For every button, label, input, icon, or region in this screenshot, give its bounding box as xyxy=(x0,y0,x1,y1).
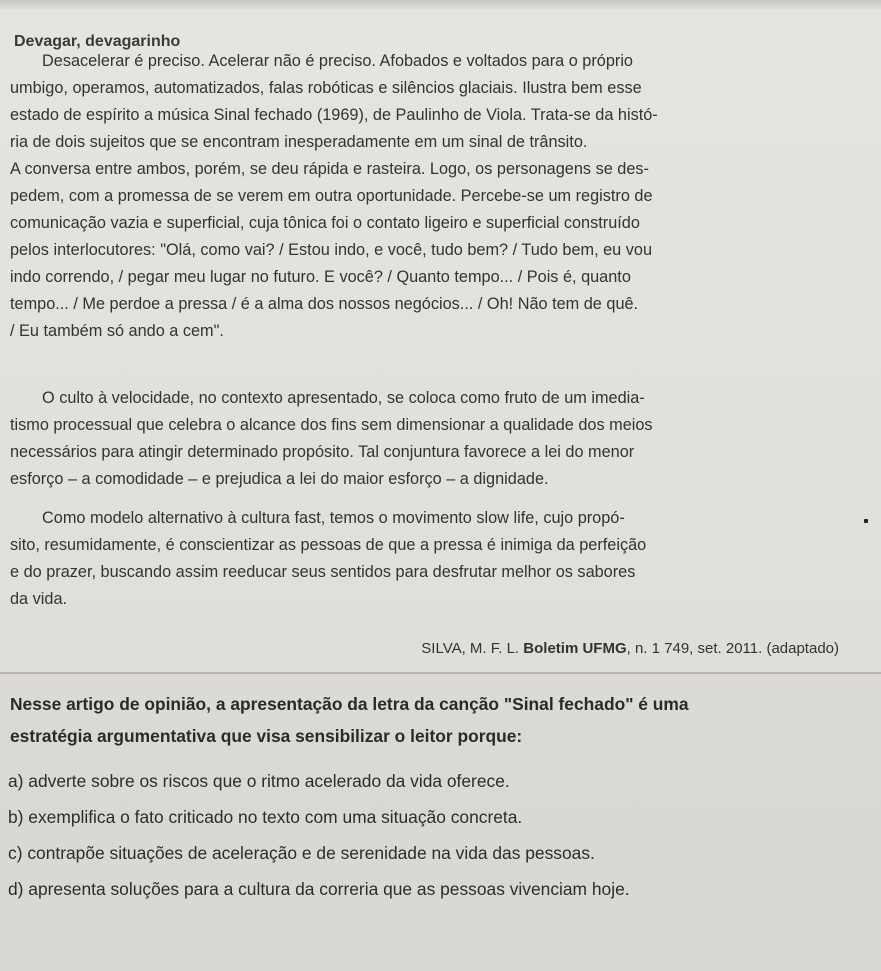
paragraph-line: e do prazer, buscando assim reeducar seus sentidos para desfrutar melhor os sabores xyxy=(10,563,636,581)
answer-options xyxy=(8,763,868,907)
paragraph-line: O culto à velocidade, no contexto apresentado, se coloca como fruto de um imedia- xyxy=(42,389,645,407)
bullet-mark xyxy=(864,519,868,523)
option-letter: c) xyxy=(8,843,23,863)
question-statement xyxy=(10,688,860,752)
question-line: Nesse artigo de opinião, a apresentação da letra da canção "Sinal fechado" é uma xyxy=(10,694,689,714)
option-text: exemplifica o fato criticado no texto com uma situação concreta. xyxy=(23,807,523,827)
option-letter: a) xyxy=(8,771,24,791)
answer-option-b[interactable] xyxy=(8,799,868,835)
paragraph-line: ria de dois sujeitos que se encontram inesperadamente em um sinal de trânsito. xyxy=(10,133,588,151)
paragraph-line: tempo... / Me perdoe a pressa / é a alma dos nossos negócios... / Oh! Não tem de quê. xyxy=(10,295,639,313)
option-text: contrapõe situações de aceleração e de serenidade na vida das pessoas. xyxy=(22,843,595,863)
source-suffix: , n. 1 749, set. 2011. (adaptado) xyxy=(626,640,839,657)
paragraph-line: comunicação vazia e superficial, cuja tônica foi o contato ligeiro e superficial construído xyxy=(10,214,640,232)
article-title: Devagar, devagarinho xyxy=(14,33,181,50)
option-text: adverte sobre os riscos que o ritmo acelerado da vida oferece. xyxy=(23,771,510,791)
article-paragraph-2 xyxy=(10,385,866,493)
paragraph-line: pedem, com a promessa de se verem em outra oportunidade. Percebe-se um registro de xyxy=(10,187,653,205)
article-source xyxy=(421,640,839,657)
paragraph-line: pelos interlocutores: "Olá, como vai? / Estou indo, e você, tudo bem? / Tudo bem, eu vou xyxy=(10,241,653,259)
paragraph-line: necessários para atingir determinado propósito. Tal conjuntura favorece a lei do menor xyxy=(10,443,635,461)
paragraph-line: Como modelo alternativo à cultura fast, temos o movimento slow life, cujo propó- xyxy=(42,509,625,527)
answer-option-c[interactable] xyxy=(8,835,868,871)
source-publication: Boletim UFMG xyxy=(523,640,627,657)
option-letter: d) xyxy=(8,879,24,899)
option-text: apresenta soluções para a cultura da correria que as pessoas vivenciam hoje. xyxy=(23,879,630,899)
paragraph-line: / Eu também só ando a cem". xyxy=(10,322,224,340)
answer-option-a[interactable] xyxy=(8,763,868,799)
source-prefix: SILVA, M. F. L. xyxy=(421,640,524,657)
question-line: estratégia argumentativa que visa sensibilizar o leitor porque: xyxy=(10,726,523,746)
paragraph-line: A conversa entre ambos, porém, se deu rápida e rasteira. Logo, os personagens se des- xyxy=(10,160,649,178)
article-paragraph-3 xyxy=(10,505,866,613)
paragraph-line: estado de espírito a música Sinal fechado (1969), de Paulinho de Viola. Trata-se da histó- xyxy=(10,106,658,124)
option-letter: b) xyxy=(8,807,24,827)
paragraph-line: indo correndo, / pegar meu lugar no futuro. E você? / Quanto tempo... / Pois é, quanto xyxy=(10,268,631,286)
paragraph-line: da vida. xyxy=(10,590,68,608)
paragraph-line: Desacelerar é preciso. Acelerar não é preciso. Afobados e voltados para o próprio xyxy=(42,52,633,70)
paragraph-line: esforço – a comodidade – e prejudica a lei do maior esforço – a dignidade. xyxy=(10,470,549,488)
paragraph-line: sito, resumidamente, é conscientizar as pessoas de que a pressa é inimiga da perfeição xyxy=(10,536,647,554)
paragraph-line: tismo processual que celebra o alcance dos fins sem dimensionar a qualidade dos meios xyxy=(10,416,653,434)
top-rule xyxy=(0,0,881,10)
answer-option-d[interactable] xyxy=(8,871,868,907)
article-paragraph-1 xyxy=(10,48,866,345)
paragraph-line: umbigo, operamos, automatizados, falas robóticas e silêncios glaciais. Ilustra bem esse xyxy=(10,79,642,97)
